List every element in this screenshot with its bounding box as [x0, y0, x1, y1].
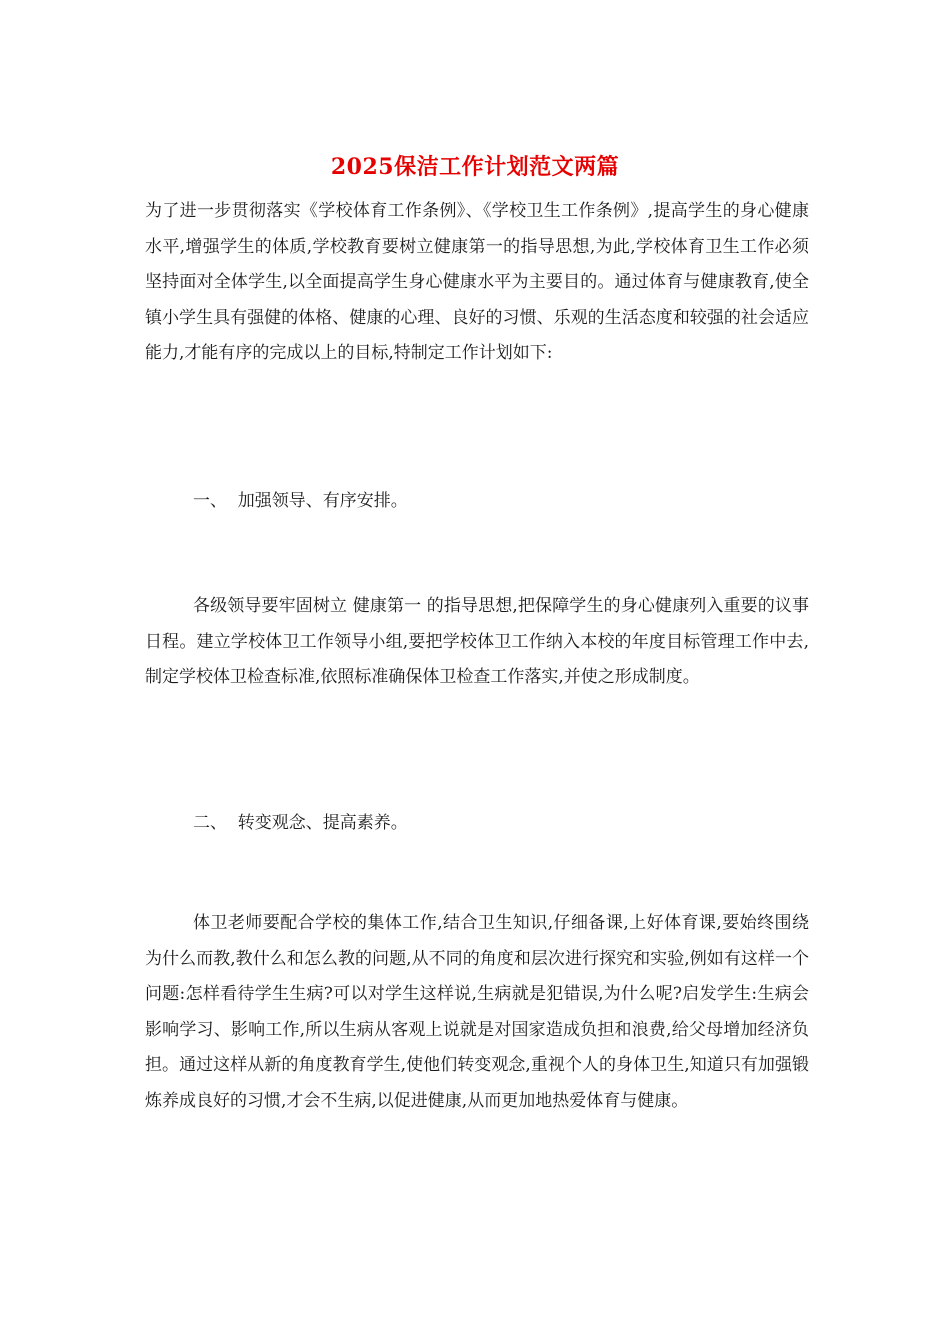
section-body-1: 各级领导要牢固树立 健康第一 的指导思想,把保障学生的身心健康列入重要的议事日程。建立学校体卫工作领导小组,要把学校体卫工作纳入本校的年度目标管理工作中去,制定学校体卫检查标准,依照标准确保体卫检查工作落实,并使之形成制度。: [145, 596, 809, 687]
section-heading-2: 二、 转变观念、提高素养。: [193, 813, 408, 833]
section-heading-1: 一、 加强领导、有序安排。: [193, 491, 408, 511]
intro-paragraph: 为了进一步贯彻落实《学校体育工作条例》、《学校卫生工作条例》,提高学生的身心健康水平,增强学生的体质,学校教育要树立健康第一的指导思想,为此,学校体育卫生工作必须坚持面对全体学生,以全面提高学生身心健康水平为主要目的。通过体育与健康教育,使全镇小学生具有强健的体格、健康的心理、良好的习惯、乐观的生活态度和较强的社会适应能力,才能有序的完成以上的目标,特制定工作计划如下:: [145, 201, 809, 363]
section-body-2: 体卫老师要配合学校的集体工作,结合卫生知识,仔细备课,上好体育课,要始终围绕为什么而教,教什么和怎么教的问题,从不同的角度和层次进行探究和实验,例如有这样一个问题:怎样看待学生生病?可以对学生这样说,生病就是犯错误,为什么呢?启发学生:生病会影响学习、影响工作,所以生病从客观上说就是对国家造成负担和浪费,给父母增加经济负担。通过这样从新的角度教育学生,使他们转变观念,重视个人的身体卫生,知道只有加强锻炼养成良好的习惯,才会不生病,以促进健康,从而更加地热爱体育与健康。: [145, 913, 809, 1111]
document-title: 2025保洁工作计划范文两篇: [330, 154, 620, 180]
